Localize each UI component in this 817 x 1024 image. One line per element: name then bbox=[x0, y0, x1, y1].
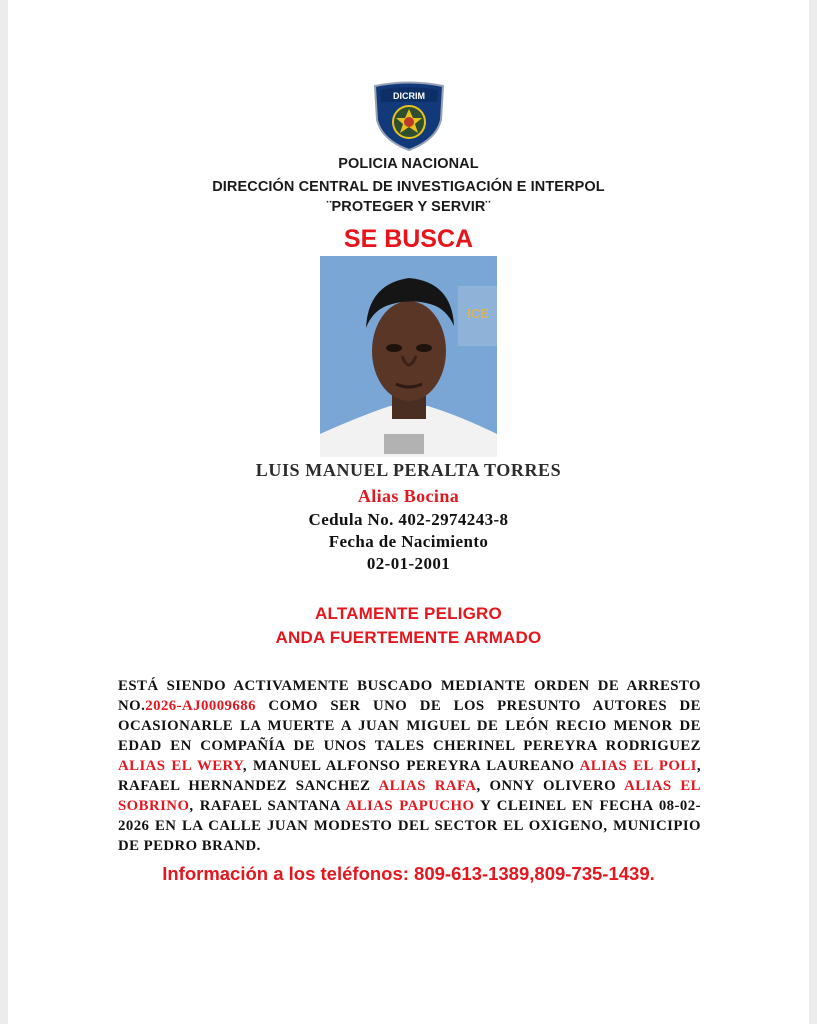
notice-text: , MANUEL ALFONSO PEREYRA LAUREANO bbox=[242, 758, 580, 774]
suspect-name: LUIS MANUEL PERALTA TORRES bbox=[255, 460, 562, 480]
notice-text: , ONNY OLIVERO bbox=[476, 778, 625, 794]
dicrim-badge-logo bbox=[372, 80, 446, 152]
notice-text: ESTÁ SIENDO ACTIVAMENTE BUSCADO MEDIANTE ORDEN DE ARRESTO NO. bbox=[118, 678, 701, 714]
accomplice-alias: ALIAS EL WERY bbox=[118, 758, 243, 774]
suspect-alias: Alias Bocina bbox=[357, 486, 460, 506]
notice-text: Y CLEINEL EN FECHA 08-02-2026 EN LA CALLE JUAN MODESTO DEL SECTOR EL OXIGENO, MUNICIPIO DE PEDRO BRAND. bbox=[118, 798, 701, 854]
notice-text: , RAFAEL SANTANA bbox=[189, 798, 346, 814]
notice-text: , RAFAEL HERNANDEZ SANCHEZ bbox=[118, 758, 701, 794]
cedula-number: Cedula No. 402-2974243-8 bbox=[308, 510, 509, 529]
accomplice-alias: ALIAS EL POLI bbox=[579, 758, 697, 774]
agency-title: POLICIA NACIONAL bbox=[338, 156, 479, 172]
svg-text:DICRIM: DICRIM bbox=[393, 91, 425, 101]
agency-motto: ¨PROTEGER Y SERVIR¨ bbox=[326, 199, 491, 215]
svg-text:ICE: ICE bbox=[467, 306, 489, 321]
contact-phones: Información a los teléfonos: 809-613-1389,809-735-1439. bbox=[162, 863, 655, 884]
accomplice-alias: ALIAS PAPUCHO bbox=[345, 798, 475, 814]
armed-warning: ANDA FUERTEMENTE ARMADO bbox=[275, 628, 542, 647]
dob-value: 02-01-2001 bbox=[366, 554, 451, 573]
arrest-number: 2026-AJ0009686 bbox=[145, 698, 256, 714]
notice-paragraph bbox=[118, 676, 701, 856]
dob-label: Fecha de Nacimiento bbox=[328, 532, 489, 551]
danger-warning: ALTAMENTE PELIGRO bbox=[315, 604, 502, 623]
suspect-photo bbox=[320, 256, 497, 457]
accomplice-alias: ALIAS RAFA bbox=[378, 778, 477, 794]
agency-department: DIRECCIÓN CENTRAL DE INVESTIGACIÓN E INTERPOL bbox=[212, 179, 605, 195]
accomplice-alias: ALIAS EL SOBRINO bbox=[118, 778, 701, 814]
wanted-heading: SE BUSCA bbox=[343, 225, 474, 253]
notice-text: COMO SER UNO DE LOS PRESUNTO AUTORES DE OCASIONARLE LA MUERTE A JUAN MIGUEL DE LEÓN RECIO MENOR DE EDAD EN COMPAÑÍA DE UNOS TALES CHERINEL PEREYRA RODRIGUEZ bbox=[118, 698, 701, 754]
